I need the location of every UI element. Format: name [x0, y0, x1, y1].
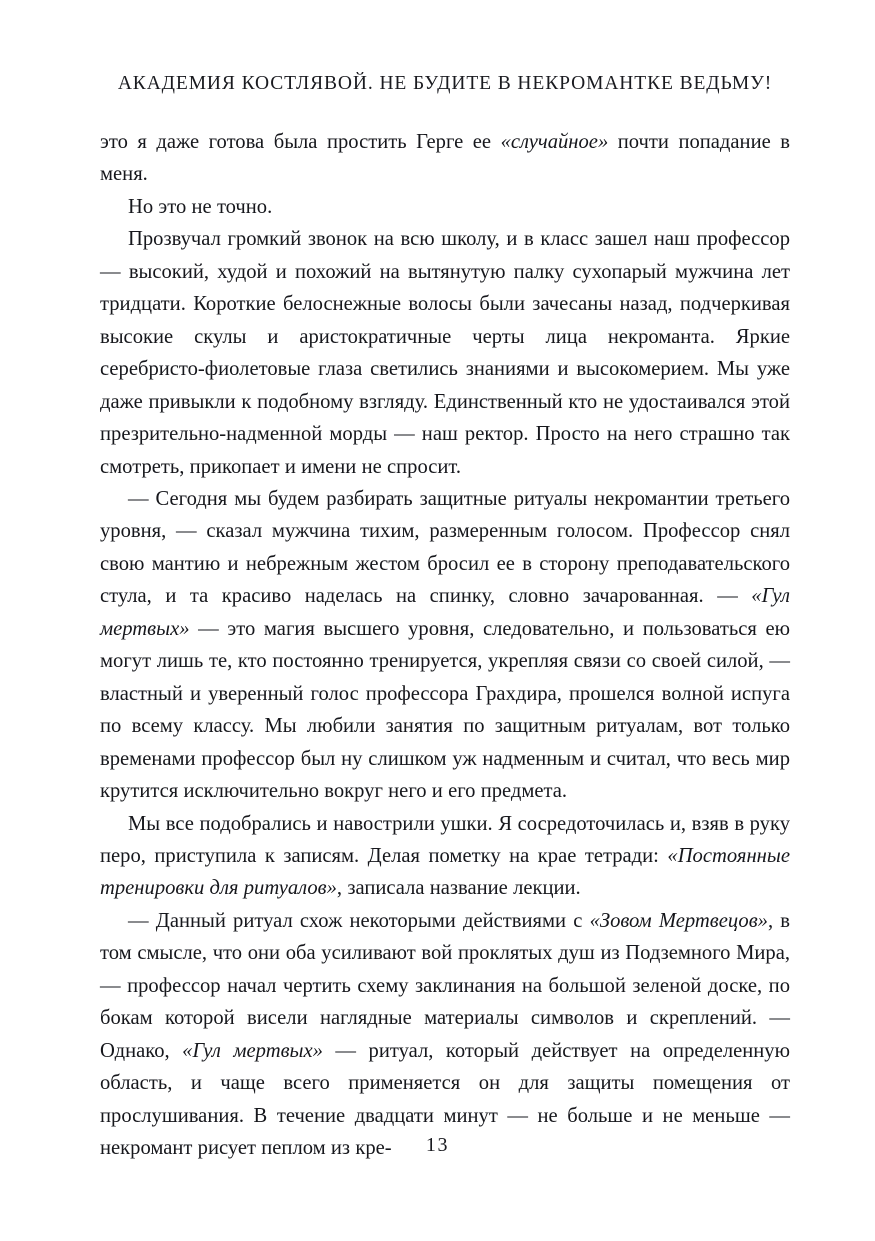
text-run: Прозвучал громкий звонок на всю школу, и в класс зашел наш профессор — высокий, худой и похожий на вытянутую палку сухопарый мужчина лет тридцати. Короткие белоснежные волосы были зачесаны назад, подчеркивая высокие скулы и аристократичные черты лица некроманта. Яркие серебристо-фиолетовые глаза светились знаниями и высокомерием. Мы уже даже привыкли к подобному взгляду. Единственный кто не удостаивался этой презрительно-надменной морды — наш ректор. Просто на него страшно так смотреть, прикопает и имени не спросит.: [100, 228, 790, 478]
italic-run: «Гул мертвых»: [182, 1039, 323, 1062]
italic-run: «Гул мертвых»: [100, 585, 790, 640]
italic-run: «Постоянные тренировки для ритуалов»: [100, 844, 790, 900]
paragraph-p1: [100, 126, 790, 191]
text-run: почти попадание в меня.: [100, 131, 790, 186]
running-head: АКАДЕМИЯ КОСТЛЯВОЙ. НЕ БУДИТЕ В НЕКРОМАНТКЕ ВЕДЬМУ!: [117, 73, 773, 94]
text-run: Мы все подобрались и навострили ушки. Я сосредоточилась и, взяв в руку перо, приступила к записям. Делая пометку на крае тетради:: [100, 812, 790, 867]
paragraph-p5: [100, 808, 790, 905]
text-run: это я даже готова была простить Герге ее: [100, 131, 501, 153]
text-run: Но это не точно.: [128, 195, 273, 218]
page-number: 13: [425, 1134, 450, 1156]
text-run: , в том смысле, что они оба усиливают вой проклятых душ из Подземного Мира, — профессор начал чертить схему заклинания на большой зеленой доске, по бокам которой висели наглядные материалы символов и скреплений. — Однако,: [100, 909, 790, 1062]
italic-run: «Зовом Мертвецов»: [589, 909, 768, 932]
paragraph-p3: [100, 223, 790, 483]
paragraph-p4: [100, 483, 790, 808]
text-run: — Сегодня мы будем разбирать защитные ритуалы некромантии третьего уровня, — сказал мужчина тихим, размеренным голосом. Профессор снял свою мантию и небрежным жестом бросил ее в сторону преподавательского стула, и та красиво наделась на спинку, словно зачарованная. —: [100, 487, 790, 608]
italic-run: «случайное»: [500, 131, 609, 153]
text-run: — это магия высшего уровня, следовательно, и пользоваться ею могут лишь те, кто постоянно тренируется, укрепляя связи со своей силой, — властный и уверенный голос профессора Грахдира, прошелся волной испуга по всему классу. Мы любили занятия по защитным ритуалам, вот только временами профессор был ну слишком уж надменным и считал, что весь мир крутится исключительно вокруг него и его предмета.: [100, 617, 790, 803]
paragraph-p2: [100, 191, 790, 223]
body-text-block: [100, 126, 790, 1165]
text-run: — ритуал, который действует на определенную область, и чаще всего применяется он для защиты помещения от прослушивания. В течение двадцати минут — не больше и не меньше — некромант рисует пеплом из кре-: [100, 1039, 790, 1160]
paragraph-p6: [100, 905, 790, 1165]
text-run: , записала название лекции.: [336, 877, 581, 900]
text-run: — Данный ритуал схож некоторыми действиями с: [128, 909, 590, 932]
